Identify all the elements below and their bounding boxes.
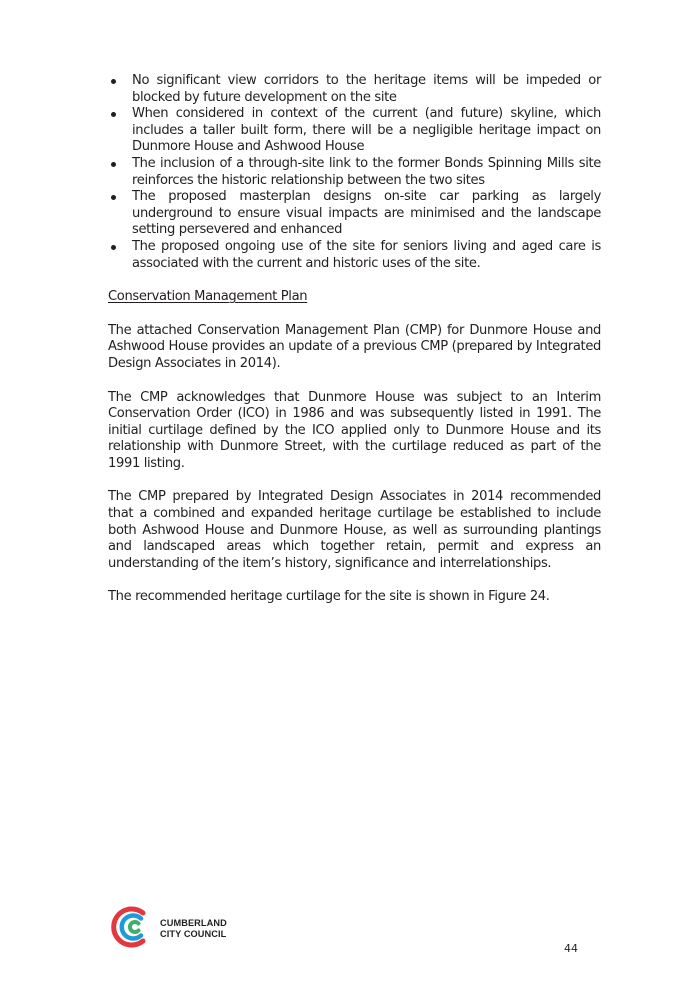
bullet-text: The inclusion of a through-site link to the former Bonds Spinning Mills site reinforces the historic relationship between the two sites <box>132 155 601 188</box>
logo-line-1: CUMBERLAND <box>160 918 227 928</box>
bullet-text: The proposed ongoing use of the site for seniors living and aged care is associated with the current and historic uses of the site. <box>132 238 601 271</box>
bullet-item <box>108 189 601 239</box>
paragraph-curtilage-recommendation: The CMP prepared by Integrated Design Associates in 2014 recommended that a combined and expanded heritage curtilage be established to include both Ashwood House and Dunmore House, as well as surrounding plantings and landscaped areas which together retain, permit and express an understanding of the item’s history, significance and interrelationships. <box>108 489 601 571</box>
council-logo <box>110 904 235 954</box>
council-logo-text <box>160 918 227 939</box>
paragraph-cmp-intro: The attached Conservation Management Plan (CMP) for Dunmore House and Ashwood House provides an update of a previous CMP (prepared by Integrated Design Associates in 2014). <box>108 322 601 371</box>
page-content <box>108 73 601 606</box>
impact-bullet-list <box>108 73 601 272</box>
paragraph-figure-reference: The recommended heritage curtilage for the site is shown in Figure 24. <box>108 589 550 605</box>
bullet-icon <box>111 112 116 117</box>
bullet-text: No significant view corridors to the heritage items will be impeded or blocked by future development on the site <box>132 73 601 105</box>
logo-arc-green <box>130 922 139 932</box>
bullet-icon <box>111 79 116 84</box>
section-heading: Conservation Management Plan <box>108 289 308 305</box>
bullet-text: The proposed masterplan designs on-site car parking as largely underground to ensure visual impacts are minimised and the landscape setting persevered and enhanced <box>132 189 601 238</box>
council-logo-icon <box>110 904 156 950</box>
bullet-item <box>108 106 601 156</box>
bullet-icon <box>111 162 116 167</box>
bullet-icon <box>111 195 116 200</box>
bullet-item <box>108 156 601 189</box>
bullet-item <box>108 73 601 106</box>
paragraph-ico-history: The CMP acknowledges that Dunmore House was subject to an Interim Conservation Order (ICO) in 1986 and was subsequently listed in 1991. The initial curtilage defined by the ICO applied only to Dunmore House and its relationship with Dunmore Street, with the curtilage reduced as part of the 1991 listing. <box>108 389 601 471</box>
logo-line-2: CITY COUNCIL <box>160 928 227 939</box>
bullet-text: When considered in context of the current (and future) skyline, which includes a taller built form, there will be a negligible heritage impact on Dunmore House and Ashwood House <box>132 106 601 155</box>
bullet-item <box>108 239 601 272</box>
page-number: 44 <box>564 942 578 955</box>
bullet-icon <box>111 245 116 250</box>
